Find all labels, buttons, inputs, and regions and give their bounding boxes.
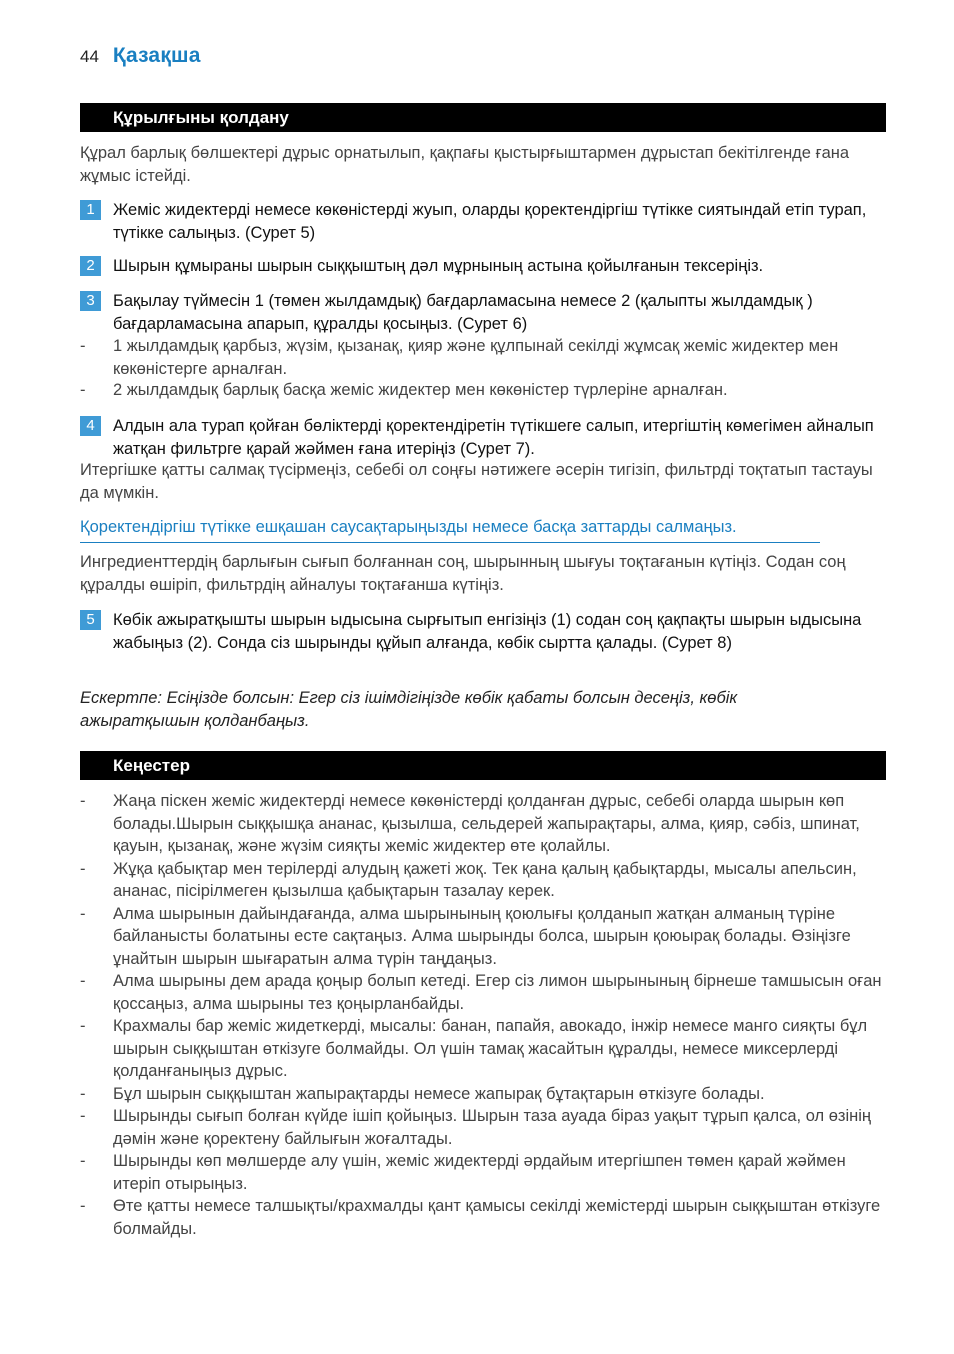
page-number: 44 [80,47,99,66]
step-1 [80,199,888,244]
list-item [80,1083,888,1106]
bullet-text: Шырынды сығып болған күйде ішіп қойыңыз. Шырын таза ауада біраз уақыт тұрып қалса, ол өзінің дәмін және қоректену байлығын жоғалтады. [113,1107,872,1148]
warning-text [80,516,820,543]
step-number-badge: 4 [80,416,101,436]
step-number-badge: 2 [80,256,101,276]
bullet-text: 1 жылдамдық қарбыз, жүзім, қызанақ, қияр және құлпынай секілді жұмсақ жеміс жидектер мен көкөністерге арналған. [113,337,839,378]
list-item [80,1015,888,1083]
bullet-dash: - [80,337,86,355]
step-number-badge: 3 [80,291,101,311]
bullet-text: Жұқа қабықтар мен терілерді алудың қажеті жоқ. Тек қана қалың қабықтарды, мысалы апельсин, ананас, пісірілмеген қызылша қабықтарын тазалау керек. [113,859,857,900]
step-3 [80,290,888,335]
bullet-text: 2 жылдамдық барлық басқа жеміс жидектер мен көкөністер түрлеріне арналған. [113,381,728,399]
section-heading-tips: Кеңестер [80,751,886,780]
step-text: Көбік ажыратқышты шырын ыдысына сырғытып енгізіңіз (1) содан соң қақпақты шырын ыдысына жабыңыз (2). Сонда сіз шырынды құйып алғанда, көбік сыртта қалады. (Сурет 8) [113,611,862,652]
bullet-dash: - [80,1197,86,1215]
tips-list [80,790,888,1240]
list-item [80,790,888,858]
list-item [80,1195,888,1240]
step-text: Шырын құмыраны шырын сыққыштың дәл мұрнының астына қойылғанын тексеріңіз. [113,257,764,275]
after-juicing-text: Ингредиенттердің барлығын сығып болғаннан соң, шырынның шығуы тоқтағанын күтіңіз. Содан соң құралды өшіріп, фильтрдің айналуы тоқтағанша күтіңіз. [80,553,846,594]
step-text: Алдын ала турап қойған бөліктерді қоректендіретін түтікшеге салып, итергіштің көмегімен айналып жатқан фильтрге қарай жәймен ғана итеріңіз (Сурет 7). [113,417,874,458]
page-header [80,44,201,78]
list-item [80,858,888,903]
bullet-dash: - [80,972,86,990]
step-text: Бақылау түймесін 1 (төмен жылдамдық) бағдарламасына немесе 2 (қалыпты жылдамдық ) бағдарламасына апарып, құралды қосыңыз. (Сурет 6) [113,292,813,333]
usage-intro: Құрал барлық бөлшектері дұрыс орнатылып, қақпағы қыстырғыштармен дұрыстап бекітілгенде ғана жұмыс істейді. [80,144,850,185]
bullet-text: Жаңа піскен жеміс жидектерді немесе көкөністерді қолданған дұрыс, себебі оларда шырын көп болады.Шырын сыққышқа ананас, қызылша, сельдерей жапырақтары, алма, қияр, сәбіз, шпинат, қауын, қызанақ, және жүзім сияқты жеміс жидектер өте қолайлы. [113,792,860,855]
step-number-badge: 1 [80,200,101,220]
bullet-dash: - [80,1152,86,1170]
bullet-text: Бұл шырын сыққыштан жапырақтарды немесе жапырақ бұтақтарын өткізуге болады. [113,1084,765,1103]
bullet-dash: - [80,904,86,923]
section-heading-usage: Құрылғыны қолдану [80,103,886,132]
list-item [80,970,888,1015]
bullet-dash: - [80,792,86,810]
note-text: Ескертпе: Есіңізде болсын: Егер сіз ішімдігіңізде көбік қабаты болсын десеңіз, көбік ажыратқышын қолданбаңыз. [80,689,738,730]
bullet-dash: - [80,1017,86,1035]
step-number-badge: 5 [80,610,101,630]
bullet-text: Алма шырынын дайындағанда, алма шырынының қоюлығы қолданып жатқан алманың түріне байланысты болатыны есте сақтаңыз. Алма шырынды болса, шырын қоюырақ болады. Өзіңізге ұнайтын шырын шығаратын алма түрін таңдаңыз. [113,904,851,968]
step-2 [80,255,888,278]
step-4-note: Итергішке қатты салмақ түсірмеңіз, себебі ол соңғы нәтижеге әсерін тигізіп, фильтрді тоқтатып тастауы да мүмкін. [80,461,873,502]
bullet-dash: - [80,1107,86,1125]
list-item [80,335,888,380]
bullet-dash: - [80,1084,86,1103]
language-title: Қазақша [112,44,201,67]
step-5 [80,609,888,654]
step-4 [80,415,888,460]
bullet-dash: - [80,859,86,878]
step-text: Жеміс жидектерді немесе көкөністерді жуып, оларды қоректендіргіш түтікке сиятындай етіп турап, түтікке салыңыз. (Сурет 5) [113,201,867,242]
bullet-text: Алма шырыны дем арада қоңыр болып кетеді. Егер сіз лимон шырынының бірнеше тамшысын оған қоссаңыз, алма шырыны тез қоңырланбайды. [113,972,882,1013]
bullet-dash: - [80,381,86,399]
list-item [80,903,888,971]
list-item [80,1150,888,1195]
list-item [80,1105,888,1150]
bullet-text: Шырынды көп мөлшерде алу үшін, жеміс жидектерді әрдайым итергішпен төмен қарай жәймен итеріп отырыңыз. [113,1152,846,1193]
list-item [80,379,888,402]
bullet-text: Крахмалы бар жеміс жидеткерді, мысалы: банан, папайя, авокадо, інжір немесе манго сияқты бұл шырын сыққыштан өткізуге болмайды. Ол үшін тамақ жасайтын құралды, немесе миксерлерді қолданғаныңыз дұрыс. [113,1017,868,1080]
bullet-text: Өте қатты немесе талшықты/крахмалды қант қамысы секілді жемістерді шырын сыққыштан өткізуге болмайды. [113,1197,881,1238]
warning-link: Қоректендіргіш түтікке ешқашан саусақтарыңызды немесе басқа заттарды салмаңыз. [80,516,820,543]
